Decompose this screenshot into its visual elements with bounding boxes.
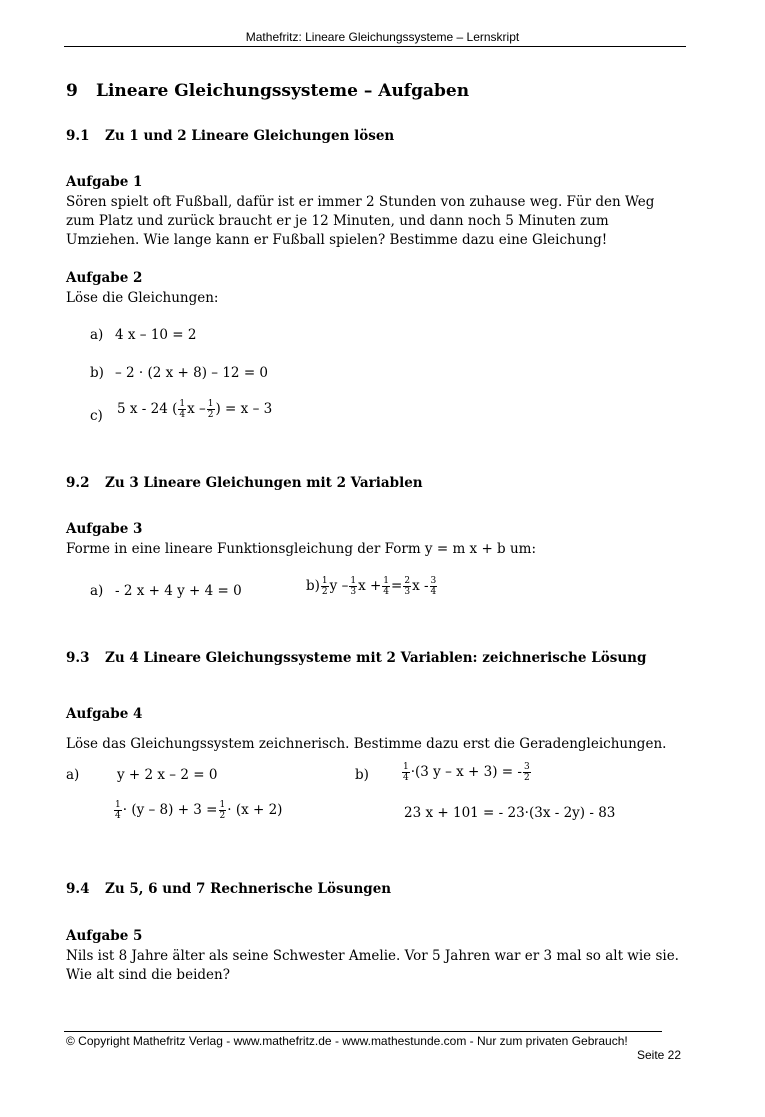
task-2b-equation: – 2 · (2 x + 8) – 12 = 0 bbox=[115, 365, 269, 381]
task-3-title: Aufgabe 3 bbox=[66, 521, 143, 537]
task-2a-label: a) bbox=[90, 327, 104, 343]
task-2c-label: c) bbox=[90, 408, 103, 424]
task-4b-equation-2: 23 x + 101 = - 23·(3x - 2y) - 83 bbox=[404, 805, 616, 821]
running-header: Mathefritz: Lineare Gleichungssysteme – Lernskript bbox=[245, 30, 520, 44]
section-heading-9-1: 9.1 Zu 1 und 2 Lineare Gleichungen lösen bbox=[66, 128, 395, 144]
task-3-intro: Forme in eine lineare Funktionsgleichung der Form y = m x + b um: bbox=[66, 541, 537, 557]
section-heading-9-3: 9.3 Zu 4 Lineare Gleichungssysteme mit 2 Variablen: zeichnerische Lösung bbox=[66, 650, 647, 666]
task-2c-equation: 5 x - 24 ( $\frac{1}{4}$ x – $\frac{1}{2}$ ) = x – 3 bbox=[117, 399, 273, 420]
fraction: $\frac{1}{3}$ bbox=[350, 576, 357, 597]
task-2a-equation: 4 x – 10 = 2 bbox=[115, 327, 197, 343]
task-2b-label: b) bbox=[90, 365, 104, 381]
task-1-title: Aufgabe 1 bbox=[66, 174, 143, 190]
fraction: $\frac{3}{4}$ bbox=[430, 576, 437, 597]
task-3a-label: a) bbox=[90, 583, 104, 599]
footer-rule bbox=[64, 1031, 662, 1032]
task-1-text: Sören spielt oft Fußball, dafür ist er immer 2 Stunden von zuhause weg. Für den Weg zum Platz und zurück braucht er je 12 Minuten, und dann noch 5 Minuten zum Umziehen. Wie lange kann er Fußball spielen? Bestimme dazu eine Gleichung! bbox=[66, 194, 655, 248]
header-rule bbox=[64, 46, 686, 47]
task-4a-equation-2: $\frac{1}{4}$ · (y – 8) + 3 = $\frac{1}{2}$ · (x + 2) bbox=[115, 800, 283, 821]
task-5-text: Nils ist 8 Jahre älter als seine Schwester Amelie. Vor 5 Jahren war er 3 mal so alt wie sie. Wie alt sind die beiden? bbox=[66, 948, 679, 983]
fraction: $\frac{2}{3}$ bbox=[404, 576, 411, 597]
fraction: $\frac{1}{4}$ bbox=[179, 399, 186, 420]
fraction: $\frac{1}{4}$ bbox=[403, 762, 409, 783]
fraction: $\frac{1}{4}$ bbox=[383, 576, 390, 597]
task-4b-label: b) bbox=[355, 767, 369, 783]
footer-copyright: © Copyright Mathefritz Verlag - www.mathefritz.de - www.mathestunde.com - Nur zum privaten Gebrauch! bbox=[66, 1034, 628, 1048]
fraction: $\frac{1}{2}$ bbox=[219, 800, 226, 821]
section-heading-9-4: 9.4 Zu 5, 6 und 7 Rechnerische Lösungen bbox=[66, 881, 392, 897]
task-4b-equation-1: $\frac{1}{4}$ ·(3 y – x + 3) = - $\frac{3}{2}$ bbox=[403, 762, 530, 783]
fraction: $\frac{1}{2}$ bbox=[321, 576, 328, 597]
chapter-number: 9 bbox=[66, 81, 78, 101]
task-3b-equation: b) $\frac{1}{2}$ y – $\frac{1}{3}$ x + $\frac{1}{4}$ = $\frac{2}{3}$ x - $\frac{3}{4}$ bbox=[306, 576, 437, 597]
chapter-heading bbox=[66, 81, 469, 101]
task-4-title: Aufgabe 4 bbox=[66, 706, 143, 722]
chapter-title: Lineare Gleichungssysteme – Aufgaben bbox=[96, 81, 470, 101]
task-3a-equation: - 2 x + 4 y + 4 = 0 bbox=[115, 583, 242, 599]
page-number: Seite 22 bbox=[637, 1048, 682, 1062]
section-heading-9-2: 9.2 Zu 3 Lineare Gleichungen mit 2 Variablen bbox=[66, 475, 423, 491]
task-4a-equation-1: y + 2 x – 2 = 0 bbox=[117, 767, 218, 783]
task-5-title: Aufgabe 5 bbox=[66, 928, 143, 944]
fraction: $\frac{1}{2}$ bbox=[207, 399, 214, 420]
task-2-title: Aufgabe 2 bbox=[66, 270, 143, 286]
task-4-intro: Löse das Gleichungssystem zeichnerisch. Bestimme dazu erst die Geradengleichungen. bbox=[66, 736, 667, 752]
task-4a-label: a) bbox=[66, 767, 80, 783]
task-2-intro: Löse die Gleichungen: bbox=[66, 290, 219, 306]
fraction: $\frac{1}{4}$ bbox=[115, 800, 121, 821]
fraction: $\frac{3}{2}$ bbox=[523, 762, 530, 783]
